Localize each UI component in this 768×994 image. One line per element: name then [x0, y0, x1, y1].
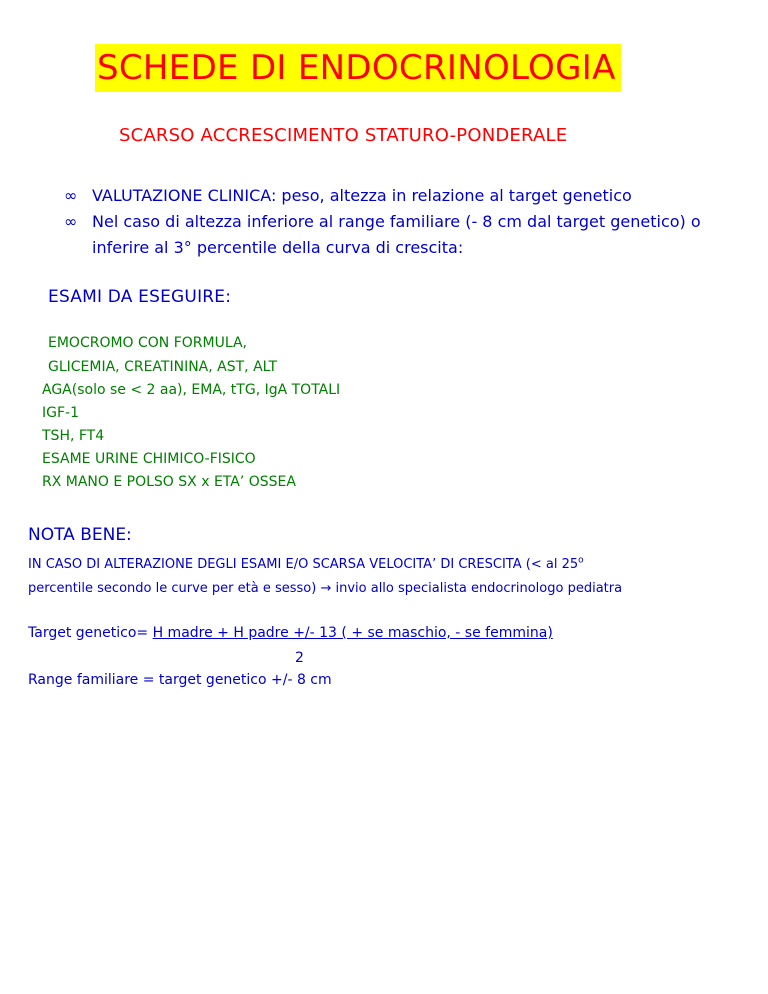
page-title: SCHEDE DI ENDOCRINOLOGIA [95, 44, 621, 92]
arrow-right-icon: → [320, 581, 332, 596]
infinity-bullet-icon: ∞ [64, 186, 78, 205]
nota-bene-text [28, 553, 622, 601]
bullet-item [64, 183, 744, 209]
exam-item: TSH, FT4 [42, 428, 105, 444]
formula-numerator: H madre + H padre +/- 13 ( + se maschio, - se femmina) [152, 625, 553, 641]
degree-superscript: o [578, 555, 584, 566]
exam-item: ESAME URINE CHIMICO-FISICO [42, 451, 256, 467]
exam-item: AGA(solo se < 2 aa), EMA, tTG, IgA TOTALI [42, 382, 341, 398]
formula-line [28, 625, 553, 641]
infinity-bullet-icon: ∞ [64, 212, 78, 231]
bullet-item [64, 209, 744, 261]
nota-bene-heading: NOTA BENE: [28, 525, 132, 545]
nota-line-2 [28, 577, 622, 601]
nota-line-2-text-a: percentile secondo le curve per età e sesso) [28, 581, 317, 596]
exam-item: IGF-1 [42, 405, 79, 421]
bullet-list [64, 183, 744, 261]
nota-line-1-text: IN CASO DI ALTERAZIONE DEGLI ESAMI E/O SCARSA VELOCITA’ DI CRESCITA (< al 25 [28, 557, 579, 572]
nota-line-1 [28, 553, 622, 577]
exam-item: RX MANO E POLSO SX x ETA’ OSSEA [42, 474, 296, 490]
bullet-text: Nel caso di altezza inferiore al range familiare (- 8 cm dal target genetico) o inferire al 3° percentile della curva di crescita: [92, 212, 701, 257]
exam-item: EMOCROMO CON FORMULA, [48, 335, 248, 351]
exam-item: GLICEMIA, CREATININA, AST, ALT [48, 359, 278, 375]
bullet-text: VALUTAZIONE CLINICA: peso, altezza in relazione al target genetico [92, 186, 632, 205]
formula-label: Target genetico= [28, 625, 149, 641]
section-subtitle: SCARSO ACCRESCIMENTO STATURO-PONDERALE [119, 125, 568, 146]
exams-heading: ESAMI DA ESEGUIRE: [48, 287, 232, 307]
range-familiare-line: Range familiare = target genetico +/- 8 cm [28, 672, 332, 688]
formula-denominator: 2 [295, 650, 304, 666]
nota-line-2-text-b: invio allo specialista endocrinologo pediatra [335, 581, 623, 596]
